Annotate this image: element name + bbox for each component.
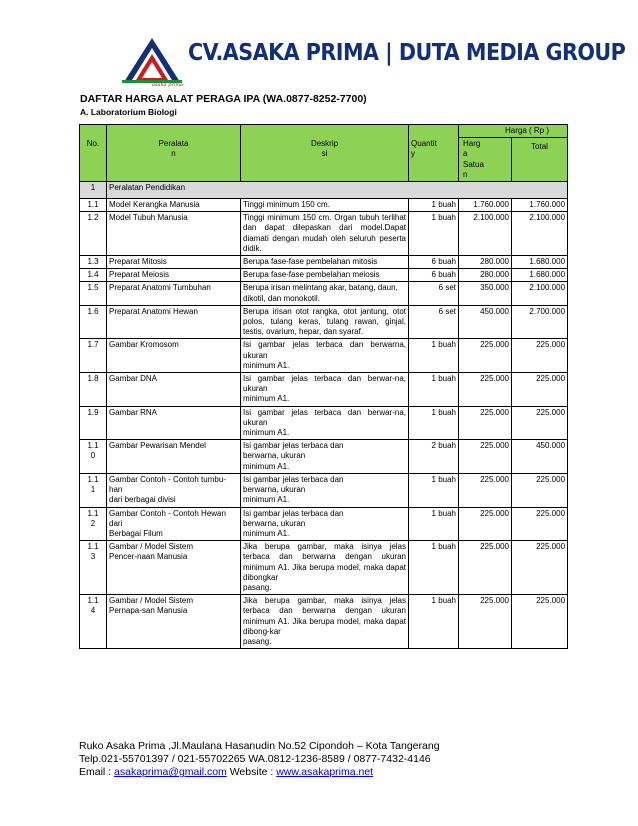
row-number: 1.5: [80, 282, 107, 305]
row-number: 1.8: [80, 373, 107, 407]
row-number: 1.1 0: [80, 440, 107, 474]
website-link[interactable]: www.asakaprima.net: [276, 766, 374, 778]
row-description: Tinggi minimum 150 cm.: [241, 199, 409, 212]
row-number: 1.7: [80, 339, 107, 373]
row-quantity: 6 buah: [409, 256, 459, 269]
row-description: Isi gambar jelas terbaca dan berwar-na, ukuran minimum A1.: [241, 406, 409, 440]
page-title: DAFTAR HARGA ALAT PERAGA IPA (WA.0877-8252-7700): [80, 93, 367, 105]
row-total: 225.000: [512, 541, 568, 595]
footer-contact: [79, 766, 440, 779]
table-row: [80, 305, 568, 339]
row-description: Isi gambar jelas terbaca dan berwarna, ukuran minimum A1.: [241, 440, 409, 474]
table-row: [80, 256, 568, 269]
row-unit-price: 225.000: [459, 541, 512, 595]
table-row: [80, 595, 568, 649]
row-number: 1.9: [80, 406, 107, 440]
section-row: [80, 182, 568, 199]
row-item-name: Gambar Contoh - Contoh tumbu-han dari berbagai divisi: [107, 473, 241, 507]
table-row: [80, 440, 568, 474]
table-body: [80, 182, 568, 649]
row-description: Isi gambar jelas terbaca dan berwarna, ukuran minimum A1.: [241, 339, 409, 373]
row-quantity: 6 set: [409, 282, 459, 305]
row-quantity: 1 buah: [409, 507, 459, 541]
row-unit-price: 225.000: [459, 595, 512, 649]
row-total: 1.680.000: [512, 256, 568, 269]
email-label: Email :: [79, 766, 115, 778]
row-number: 1.2: [80, 212, 107, 256]
row-total: 225.000: [512, 507, 568, 541]
row-item-name: Gambar / Model Sistem Pencer-naan Manusia: [107, 541, 241, 595]
row-item-name: Gambar Contoh - Contoh Hewan dari Berbagai Filum: [107, 507, 241, 541]
website-label: Website :: [226, 766, 277, 778]
row-item-name: Gambar Pewarisan Mendel: [107, 440, 241, 474]
table-row: [80, 406, 568, 440]
row-quantity: 1 buah: [409, 339, 459, 373]
row-unit-price: 2.100.000: [459, 212, 512, 256]
row-description: Jika berupa gambar, maka isinya jelas terbaca dan berwarna dengan ukuran minimum A1. Jika berupa model, maka dapat dibong-kar pasang.: [241, 595, 409, 649]
col-header-peralatan: Peralata n: [107, 125, 241, 182]
row-description: Jika berupa gambar, maka isinya jelas terbaca dan berwarna dengan ukuran minimum A1. Jika berupa model, maka dapat dibongkar pasang.: [241, 541, 409, 595]
row-unit-price: 1.760.000: [459, 199, 512, 212]
col-header-harga: Harga ( Rp ): [459, 125, 568, 138]
row-item-name: Gambar Kromosom: [107, 339, 241, 373]
row-item-name: Model Kerangka Manusia: [107, 199, 241, 212]
col-header-deskripsi: Deskrip si: [241, 125, 409, 182]
row-quantity: 1 buah: [409, 541, 459, 595]
row-unit-price: 225.000: [459, 339, 512, 373]
section-number: 1: [80, 182, 107, 199]
company-logo: [122, 36, 182, 86]
row-total: 225.000: [512, 406, 568, 440]
row-description: Berupa fase-fase pembelahan meiosis: [241, 269, 409, 282]
row-number: 1.1 4: [80, 595, 107, 649]
row-number: 1.1 3: [80, 541, 107, 595]
row-number: 1.6: [80, 305, 107, 339]
table-row: [80, 282, 568, 305]
row-total: 225.000: [512, 373, 568, 407]
row-unit-price: 225.000: [459, 440, 512, 474]
section-subtitle: A. Laboratorium Biologi: [80, 107, 177, 117]
row-item-name: Preparat Anatomi Tumbuhan: [107, 282, 241, 305]
row-item-name: Gambar RNA: [107, 406, 241, 440]
table-row: [80, 269, 568, 282]
section-label: Peralatan Pendidikan: [107, 182, 568, 199]
row-number: 1.1 1: [80, 473, 107, 507]
row-unit-price: 225.000: [459, 507, 512, 541]
row-total: 2.100.000: [512, 282, 568, 305]
row-quantity: 1 buah: [409, 373, 459, 407]
row-unit-price: 450.000: [459, 305, 512, 339]
row-number: 1.1 2: [80, 507, 107, 541]
col-header-no: No.: [80, 125, 107, 182]
row-total: 225.000: [512, 473, 568, 507]
row-total: 1.680.000: [512, 269, 568, 282]
row-total: 450.000: [512, 440, 568, 474]
row-unit-price: 280.000: [459, 256, 512, 269]
footer: [79, 740, 440, 779]
logo-caption: asaka prima: [152, 82, 184, 88]
footer-address: Ruko Asaka Prima ,Jl.Maulana Hasanudin No.52 Cipondoh – Kota Tangerang: [79, 740, 440, 752]
row-description: Isi gambar jelas terbaca dan berwarna, ukuran minimum A1.: [241, 473, 409, 507]
row-number: 1.3: [80, 256, 107, 269]
row-total: 2.700.000: [512, 305, 568, 339]
table-row: [80, 473, 568, 507]
col-header-quantity: Quantit y: [409, 125, 459, 182]
row-item-name: Preparat Mitosis: [107, 256, 241, 269]
price-table: [79, 124, 568, 649]
row-item-name: Model Tubuh Manusia: [107, 212, 241, 256]
row-description: Isi gambar jelas terbaca dan berwar-na, ukuran minimum A1.: [241, 373, 409, 407]
triangle-logo-icon: [122, 36, 182, 86]
company-name: CV.ASAKA PRIMA | DUTA MEDIA GROUP: [188, 40, 626, 66]
row-quantity: 1 buah: [409, 595, 459, 649]
row-total: 2.100.000: [512, 212, 568, 256]
row-description: Berupa fase-fase pembelahan mitosis: [241, 256, 409, 269]
footer-phone: Telp.021-55701397 / 021-55702265 WA.0812-1236-8589 / 0877-7432-4146: [79, 753, 431, 765]
row-quantity: 6 buah: [409, 269, 459, 282]
row-number: 1.1: [80, 199, 107, 212]
row-item-name: Gambar / Model Sistem Pernapa-san Manusia: [107, 595, 241, 649]
col-header-total: Total: [512, 138, 568, 182]
row-description: Berupa irisan otot rangka, otot jantung, otot polos, tulang keras, tulang rawan, ginjal, testis, ovarium, hepar, dan syaraf.: [241, 305, 409, 339]
row-quantity: 2 buah: [409, 440, 459, 474]
row-number: 1.4: [80, 269, 107, 282]
row-quantity: 1 buah: [409, 212, 459, 256]
row-unit-price: 280.000: [459, 269, 512, 282]
row-description: Berupa irisan melintang akar, batang, daun, dikotil, dan monokotil.: [241, 282, 409, 305]
row-total: 225.000: [512, 595, 568, 649]
row-item-name: Gambar DNA: [107, 373, 241, 407]
row-unit-price: 225.000: [459, 406, 512, 440]
row-quantity: 6 set: [409, 305, 459, 339]
table-header-row: [80, 125, 568, 138]
row-quantity: 1 buah: [409, 199, 459, 212]
table-row: [80, 339, 568, 373]
table-row: [80, 373, 568, 407]
email-link[interactable]: asakaprima@gmail.com: [114, 766, 227, 778]
row-item-name: Preparat Meiosis: [107, 269, 241, 282]
row-total: 1.760.000: [512, 199, 568, 212]
row-item-name: Preparat Anatomi Hewan: [107, 305, 241, 339]
row-description: Tinggi minimum 150 cm. Organ tubuh terlihat dan dapat dilepaskan dari model.Dapat diamati dengan mudah oleh seluruh peserta didik.: [241, 212, 409, 256]
col-header-harga-satuan: Harg a Satua n: [459, 138, 512, 182]
row-unit-price: 350.000: [459, 282, 512, 305]
table-row: [80, 212, 568, 256]
row-description: Isi gambar jelas terbaca dan berwarna, ukuran minimum A1.: [241, 507, 409, 541]
row-unit-price: 225.000: [459, 473, 512, 507]
table-row: [80, 507, 568, 541]
table-row: [80, 199, 568, 212]
table-row: [80, 541, 568, 595]
row-quantity: 1 buah: [409, 406, 459, 440]
row-quantity: 1 buah: [409, 473, 459, 507]
row-total: 225.000: [512, 339, 568, 373]
row-unit-price: 225.000: [459, 373, 512, 407]
